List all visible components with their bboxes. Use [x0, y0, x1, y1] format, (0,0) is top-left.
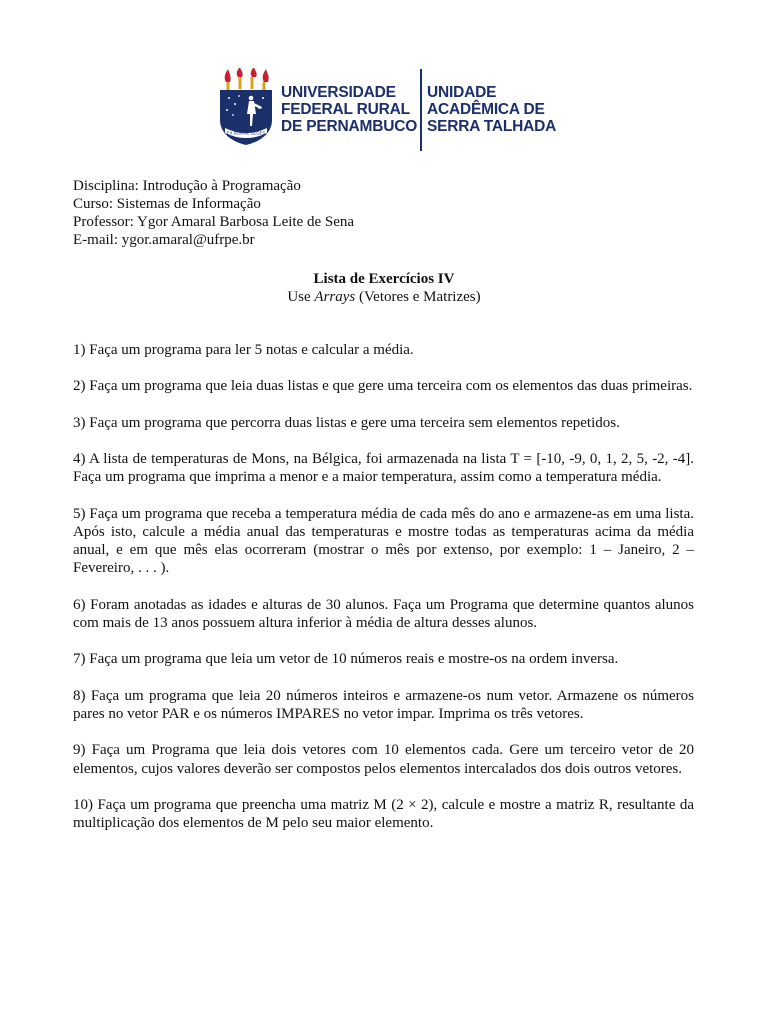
exercise-8: 8) Faça um programa que leia 20 números inteiros e armazene-os num vetor. Armazene os números pares no vetor PAR e os números IMPARES no vetor impar. Imprima os três vetores. — [73, 687, 694, 722]
exercise-9: 9) Faça um Programa que leia dois vetores com 10 elementos cada. Gere um terceiro vetor de 20 elementos, cujos valores deverão ser compostos pelos elementos intercalados dos dois outros vetores. — [73, 742, 694, 777]
university-name-line-2: FEDERAL RURAL — [281, 101, 410, 118]
university-seal-logo — [217, 68, 275, 146]
exercise-7: 7) Faça um programa que leia um vetor de 10 números reais e mostre-os na ordem inversa. — [73, 651, 619, 668]
unit-name-line-2: ACADÊMICA DE — [427, 101, 545, 118]
exercise-list — [73, 341, 694, 851]
svg-text:EX SEMINE SEGES: EX SEMINE SEGES — [226, 130, 266, 136]
university-name-line-1: UNIVERSIDADE — [281, 84, 396, 101]
header-divider — [420, 69, 422, 151]
course-line: Curso: Sistemas de Informação — [73, 196, 261, 212]
professor-line: Professor: Ygor Amaral Barbosa Leite de Sena — [73, 214, 355, 230]
subtitle-suffix: (Vetores e Matrizes) — [355, 289, 481, 305]
course-info — [73, 177, 354, 249]
list-title: Lista de Exercícios IV — [313, 271, 455, 287]
exercise-3: 3) Faça um programa que percorra duas listas e gere uma terceira sem elementos repetidos. — [73, 414, 620, 431]
university-name — [281, 84, 417, 135]
institution-header — [217, 66, 557, 152]
university-name-line-3: DE PERNAMBUCO — [281, 118, 418, 135]
exercise-4: 4) A lista de temperaturas de Mons, na Bélgica, foi armazenada na lista T = [-10, -9, 0, 1, 2, 5, -2, -4]. Faça um programa que imprima a menor e a maior temperatura, assim como a temperatura média. — [73, 451, 694, 486]
exercise-1: 1) Faça um programa para ler 5 notas e calcular a média. — [73, 342, 414, 358]
discipline-line: Disciplina: Introdução à Programação — [73, 178, 301, 194]
unit-name-line-1: UNIDADE — [427, 84, 497, 101]
unit-name-line-3: SERRA TALHADA — [427, 118, 557, 135]
exercise-5: 5) Faça um programa que receba a temperatura média de cada mês do ano e armazene-as em uma lista. Após isto, calcule a média anual das temperaturas e mostre todas as temperaturas acima da média anual, e em que mês elas ocorreram (mostrar o mês por extenso, por exemplo: 1 – Janeiro, 2 – Fevereiro, . . . ). — [73, 505, 694, 577]
exercise-2: 2) Faça um programa que leia duas listas e que gere uma terceira com os elementos das duas primeiras. — [73, 378, 693, 395]
list-heading — [0, 270, 768, 306]
list-subtitle — [0, 288, 768, 306]
unit-name — [427, 84, 556, 135]
subtitle-prefix: Use — [287, 289, 315, 305]
exercise-6: 6) Foram anotadas as idades e alturas de 30 alunos. Faça um Programa que determine quantos alunos com mais de 13 anos possuem altura inferior à média de altura desses alunos. — [73, 596, 694, 631]
subtitle-arrays: Arrays — [314, 289, 356, 305]
exercise-10: 10) Faça um programa que preencha uma matriz M (2 × 2), calcule e mostre a matriz R, resultante da multiplicação dos elementos de M pelo seu maior elemento. — [73, 796, 694, 832]
torch-flames — [225, 68, 269, 92]
email-line: E-mail: ygor.amaral@ufrpe.br — [73, 232, 255, 248]
